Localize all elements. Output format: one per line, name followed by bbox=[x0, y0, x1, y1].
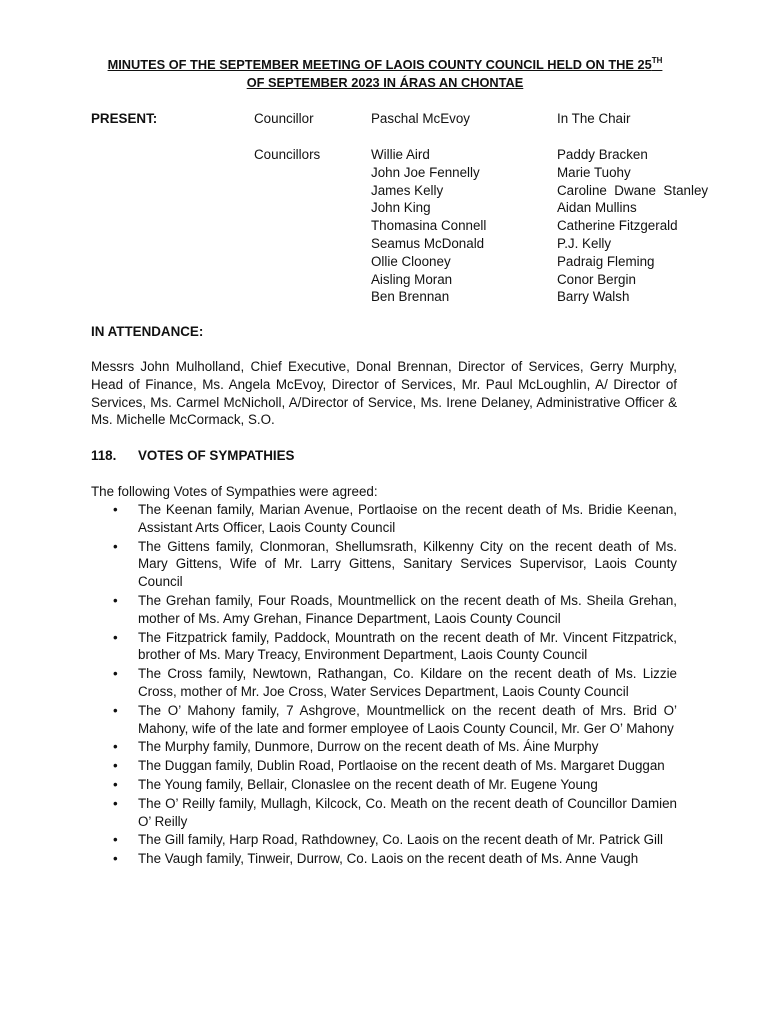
list-item bbox=[91, 776, 677, 794]
bullet-icon: • bbox=[113, 739, 118, 755]
chair-name bbox=[371, 110, 470, 128]
councillor-name: Ben Brennan bbox=[371, 289, 450, 305]
members-role-text: Councillors bbox=[254, 147, 321, 162]
title-line-2: OF SEPTEMBER 2023 IN ÁRAS AN CHONTAE bbox=[246, 75, 524, 90]
bullet-icon: • bbox=[113, 758, 118, 774]
votes-list bbox=[91, 501, 677, 869]
list-item bbox=[91, 592, 677, 628]
list-item-text: The Keenan family, Marian Avenue, Portlaoise on the recent death of Ms. Bridie Keenan, Assistant Arts Officer, Laois County Council bbox=[138, 502, 677, 535]
bullet-icon: • bbox=[113, 832, 118, 848]
councillor-name: John King bbox=[371, 200, 431, 216]
bullet-icon: • bbox=[113, 795, 118, 811]
chair-note-text: In The Chair bbox=[557, 111, 631, 126]
list-item bbox=[91, 665, 677, 701]
section-heading bbox=[91, 447, 295, 465]
list-item-text: The O’ Reilly family, Mullagh, Kilcock, Co. Meath on the recent death of Councillor Damien O’ Reilly bbox=[138, 795, 677, 829]
list-item-text: The O’ Mahony family, 7 Ashgrove, Mountmellick on the recent death of Mrs. Brid O’ Mahony, wife of the late and former employee of Laois County Council, Mr. Ger O’ Mahony bbox=[138, 702, 677, 736]
councillor-name: Willie Aird bbox=[371, 147, 430, 162]
votes-intro: The following Votes of Sympathies were agreed: bbox=[91, 484, 378, 499]
councillors-column-1 bbox=[371, 146, 486, 306]
list-item-text: The Grehan family, Four Roads, Mountmellick on the recent death of Ms. Sheila Grehan, mother of Ms. Amy Grehan, Finance Department, Laois County Council bbox=[138, 592, 677, 626]
chair-role-text: Councillor bbox=[254, 111, 314, 126]
chair-note bbox=[557, 110, 630, 128]
title-line-1: MINUTES OF THE SEPTEMBER MEETING OF LAOIS COUNTY COUNCIL HELD ON THE 25 bbox=[107, 57, 652, 72]
chair-name-text: Paschal McEvoy bbox=[371, 111, 470, 126]
section-number: 118. bbox=[91, 448, 117, 463]
councillor-name: P.J. Kelly bbox=[557, 235, 612, 251]
bullet-icon: • bbox=[113, 538, 118, 554]
list-item bbox=[91, 501, 677, 537]
title-superscript: TH bbox=[651, 56, 663, 65]
councillor-name: James Kelly bbox=[371, 182, 444, 198]
list-item-text: The Fitzpatrick family, Paddock, Mountrath on the recent death of Mr. Vincent Fitzpatrick, brother of Ms. Mary Treacy, Environment Department, Laois County Council bbox=[138, 629, 677, 663]
list-item-text: The Cross family, Newtown, Rathangan, Co. Kildare on the recent death of Ms. Lizzie Cross, mother of Mr. Joe Cross, Water Services Department, Laois County Council bbox=[138, 666, 677, 699]
bullet-icon: • bbox=[113, 702, 118, 718]
list-item bbox=[91, 831, 677, 849]
list-item bbox=[91, 702, 677, 738]
councillor-name: Seamus McDonald bbox=[371, 235, 485, 251]
councillor-name: Padraig Fleming bbox=[557, 253, 655, 269]
list-item-text: The Vaugh family, Tinweir, Durrow, Co. Laois on the recent death of Ms. Anne Vaugh bbox=[138, 851, 639, 867]
bullet-icon: • bbox=[113, 851, 118, 867]
councillor-name: Conor Bergin bbox=[557, 271, 636, 287]
attendance-heading: IN ATTENDANCE: bbox=[91, 324, 204, 339]
chair-role bbox=[254, 110, 314, 128]
councillor-name: Thomasina Connell bbox=[371, 218, 487, 234]
list-item-text: The Gittens family, Clonmoran, Shellumsrath, Kilkenny City on the recent death of Ms. Mary Gittens, Wife of Mr. Larry Gittens, Sanitary Services Supervisor, Laois County Council bbox=[138, 538, 677, 590]
present-label: PRESENT: bbox=[91, 111, 158, 126]
councillors-column-2 bbox=[557, 146, 708, 306]
list-item-text: The Young family, Bellair, Clonaslee on the recent death of Mr. Eugene Young bbox=[138, 776, 598, 792]
councillor-name: Ollie Clooney bbox=[371, 253, 451, 269]
bullet-icon: • bbox=[113, 502, 118, 517]
bullet-icon: • bbox=[113, 592, 118, 608]
list-item-text: The Duggan family, Dublin Road, Portlaoise on the recent death of Ms. Margaret Duggan bbox=[138, 758, 665, 774]
document-title bbox=[90, 56, 680, 92]
councillor-name: John Joe Fennelly bbox=[371, 164, 480, 180]
list-item-text: The Murphy family, Dunmore, Durrow on the recent death of Ms. Áine Murphy bbox=[138, 739, 599, 755]
list-item bbox=[91, 629, 677, 665]
section-title: VOTES OF SYMPATHIES bbox=[138, 448, 295, 463]
list-item bbox=[91, 757, 677, 775]
list-item bbox=[91, 850, 677, 868]
list-item bbox=[91, 795, 677, 831]
councillor-name: Aisling Moran bbox=[371, 271, 453, 287]
attendance-paragraph: Messrs John Mulholland, Chief Executive, Donal Brennan, Director of Services, Gerry Murphy, Head of Finance, Ms. Angela McEvoy, Director of Services, Mr. Paul McLoughlin, A/ Director of Services, Ms. Carmel McNicholl, A/Director of Service, Ms. Irene Delaney, Administrative Officer & Ms. Michelle McCormack, S.O. bbox=[91, 359, 677, 428]
councillor-name: Barry Walsh bbox=[557, 289, 630, 305]
councillor-name: Caroline Dwane Stanley bbox=[557, 182, 709, 198]
bullet-icon: • bbox=[113, 776, 118, 792]
members-role bbox=[254, 146, 320, 164]
councillor-name: Aidan Mullins bbox=[557, 200, 637, 216]
list-item-text: The Gill family, Harp Road, Rathdowney, Co. Laois on the recent death of Mr. Patrick Gill bbox=[138, 832, 663, 848]
councillor-name: Paddy Bracken bbox=[557, 147, 648, 162]
bullet-icon: • bbox=[113, 629, 118, 645]
list-item bbox=[91, 738, 677, 756]
bullet-icon: • bbox=[113, 666, 118, 682]
list-item bbox=[91, 538, 677, 591]
councillor-name: Catherine Fitzgerald bbox=[557, 218, 678, 234]
councillor-name: Marie Tuohy bbox=[557, 164, 631, 180]
